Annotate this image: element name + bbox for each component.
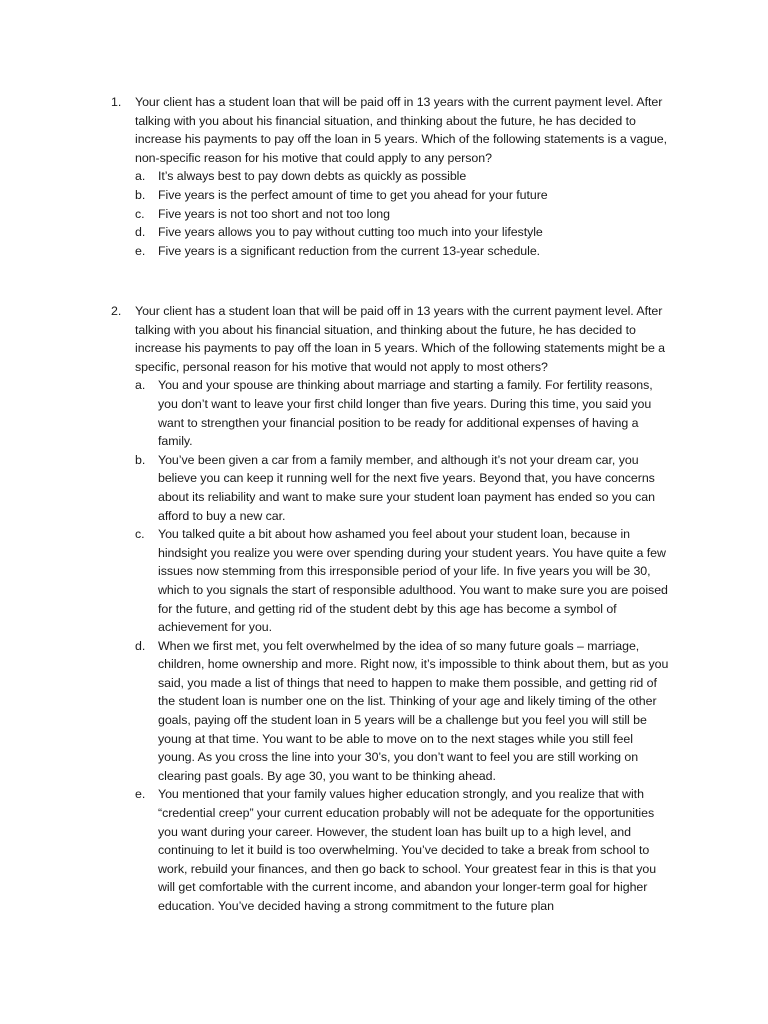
option-text: You’ve been given a car from a family member, and although it’s not your dream car, you believe you can keep it running well for the next five years. Beyond that, you have concerns about its reliability and want to make sure your student loan payment has ended so you can afford to buy a new car. <box>158 452 655 523</box>
answer-option-c <box>135 525 681 637</box>
answer-option-e <box>135 242 681 261</box>
answer-option-c <box>135 205 681 224</box>
answer-option-b <box>135 451 681 525</box>
option-text: Five years is a significant reduction from the current 13-year schedule. <box>158 243 541 258</box>
option-text: When we first met, you felt overwhelmed by the idea of so many future goals – marriage, children, home ownership and more. Right now, it’s impossible to think about them, but as you said, you made a list of things that need to happen to make them possible, and getting rid of the student loan is number one on the list. Thinking of your age and likely timing of the other goals, paying off the student loan in 5 years will be a challenge but you feel you will still be young at that time. You want to be able to move on to the next stages while you still feel young. As you cross the line into your 30’s, you don’t want to feel you are still working on clearing past goals. By age 30, you want to be thinking ahead. <box>158 638 669 783</box>
option-text: Five years is the perfect amount of time to get you ahead for your future <box>158 187 548 202</box>
question-2-stem <box>111 302 681 376</box>
option-text: You mentioned that your family values higher education strongly, and you realize that with “credential creep” your current education probably will not be adequate for the opportunities you want during your career. However, the student loan has built up to a high level, and continuing to let it build is too overwhelming. You’ve decided to take a break from school to work, rebuild your finances, and then go back to school. Your greatest fear in this is that you will get comfortable with the current income, and abandon your longer-term goal for higher education. You’ve decided having a strong commitment to the future plan <box>158 787 657 913</box>
answer-option-a <box>135 167 681 186</box>
option-letter: d. <box>135 638 146 653</box>
option-letter: a. <box>135 378 146 393</box>
option-text: Five years is not too short and not too long <box>158 206 390 221</box>
question-text: Your client has a student loan that will be paid off in 13 years with the current payment level. After talking with you about his financial situation, and thinking about the future, he has decided to increase his payments to pay off the loan in 5 years. Which of the following statements is a vague, non-specific reason for his motive that could apply to any person? <box>135 95 668 165</box>
option-letter: a. <box>135 169 146 184</box>
answer-options <box>135 376 681 915</box>
question-number: 2. <box>111 304 122 318</box>
question-2 <box>111 302 681 916</box>
option-letter: b. <box>135 187 146 202</box>
answer-options <box>135 167 681 260</box>
question-1-stem <box>111 93 681 167</box>
option-text: You talked quite a bit about how ashamed you feel about your student loan, because in hindsight you realize you were over spending during your student years. You have quite a few issues now stemming from this irresponsible period of your life. In five years you will be 30, which to you signals the start of responsible adulthood. You want to make sure you are poised for the future, and getting rid of the student debt by this age has become a symbol of achievement for you. <box>158 527 668 635</box>
answer-option-d <box>135 223 681 242</box>
option-letter: d. <box>135 225 146 240</box>
option-letter: b. <box>135 452 146 467</box>
answer-option-b <box>135 186 681 205</box>
option-letter: c. <box>135 206 145 221</box>
option-letter: e. <box>135 787 146 802</box>
answer-option-d <box>135 637 681 786</box>
question-1 <box>111 93 681 260</box>
option-letter: c. <box>135 527 145 542</box>
option-letter: e. <box>135 243 146 258</box>
option-text: You and your spouse are thinking about marriage and starting a family. For fertility reasons, you don’t want to leave your first child longer than five years. During this time, you said you want to strengthen your financial position to be ready for additional expenses of having a family. <box>158 378 653 449</box>
question-text: Your client has a student loan that will be paid off in 13 years with the current payment level. After talking with you about his financial situation, and thinking about the future, he has decided to increase his payments to pay off the loan in 5 years. Which of the following statements might be a specific, personal reason for his motive that would not apply to most others? <box>135 304 666 374</box>
option-text: It’s always best to pay down debts as quickly as possible <box>158 169 467 184</box>
option-text: Five years allows you to pay without cutting too much into your lifestyle <box>158 225 543 240</box>
answer-option-a <box>135 376 681 450</box>
question-number: 1. <box>111 95 122 109</box>
answer-option-e <box>135 785 681 915</box>
